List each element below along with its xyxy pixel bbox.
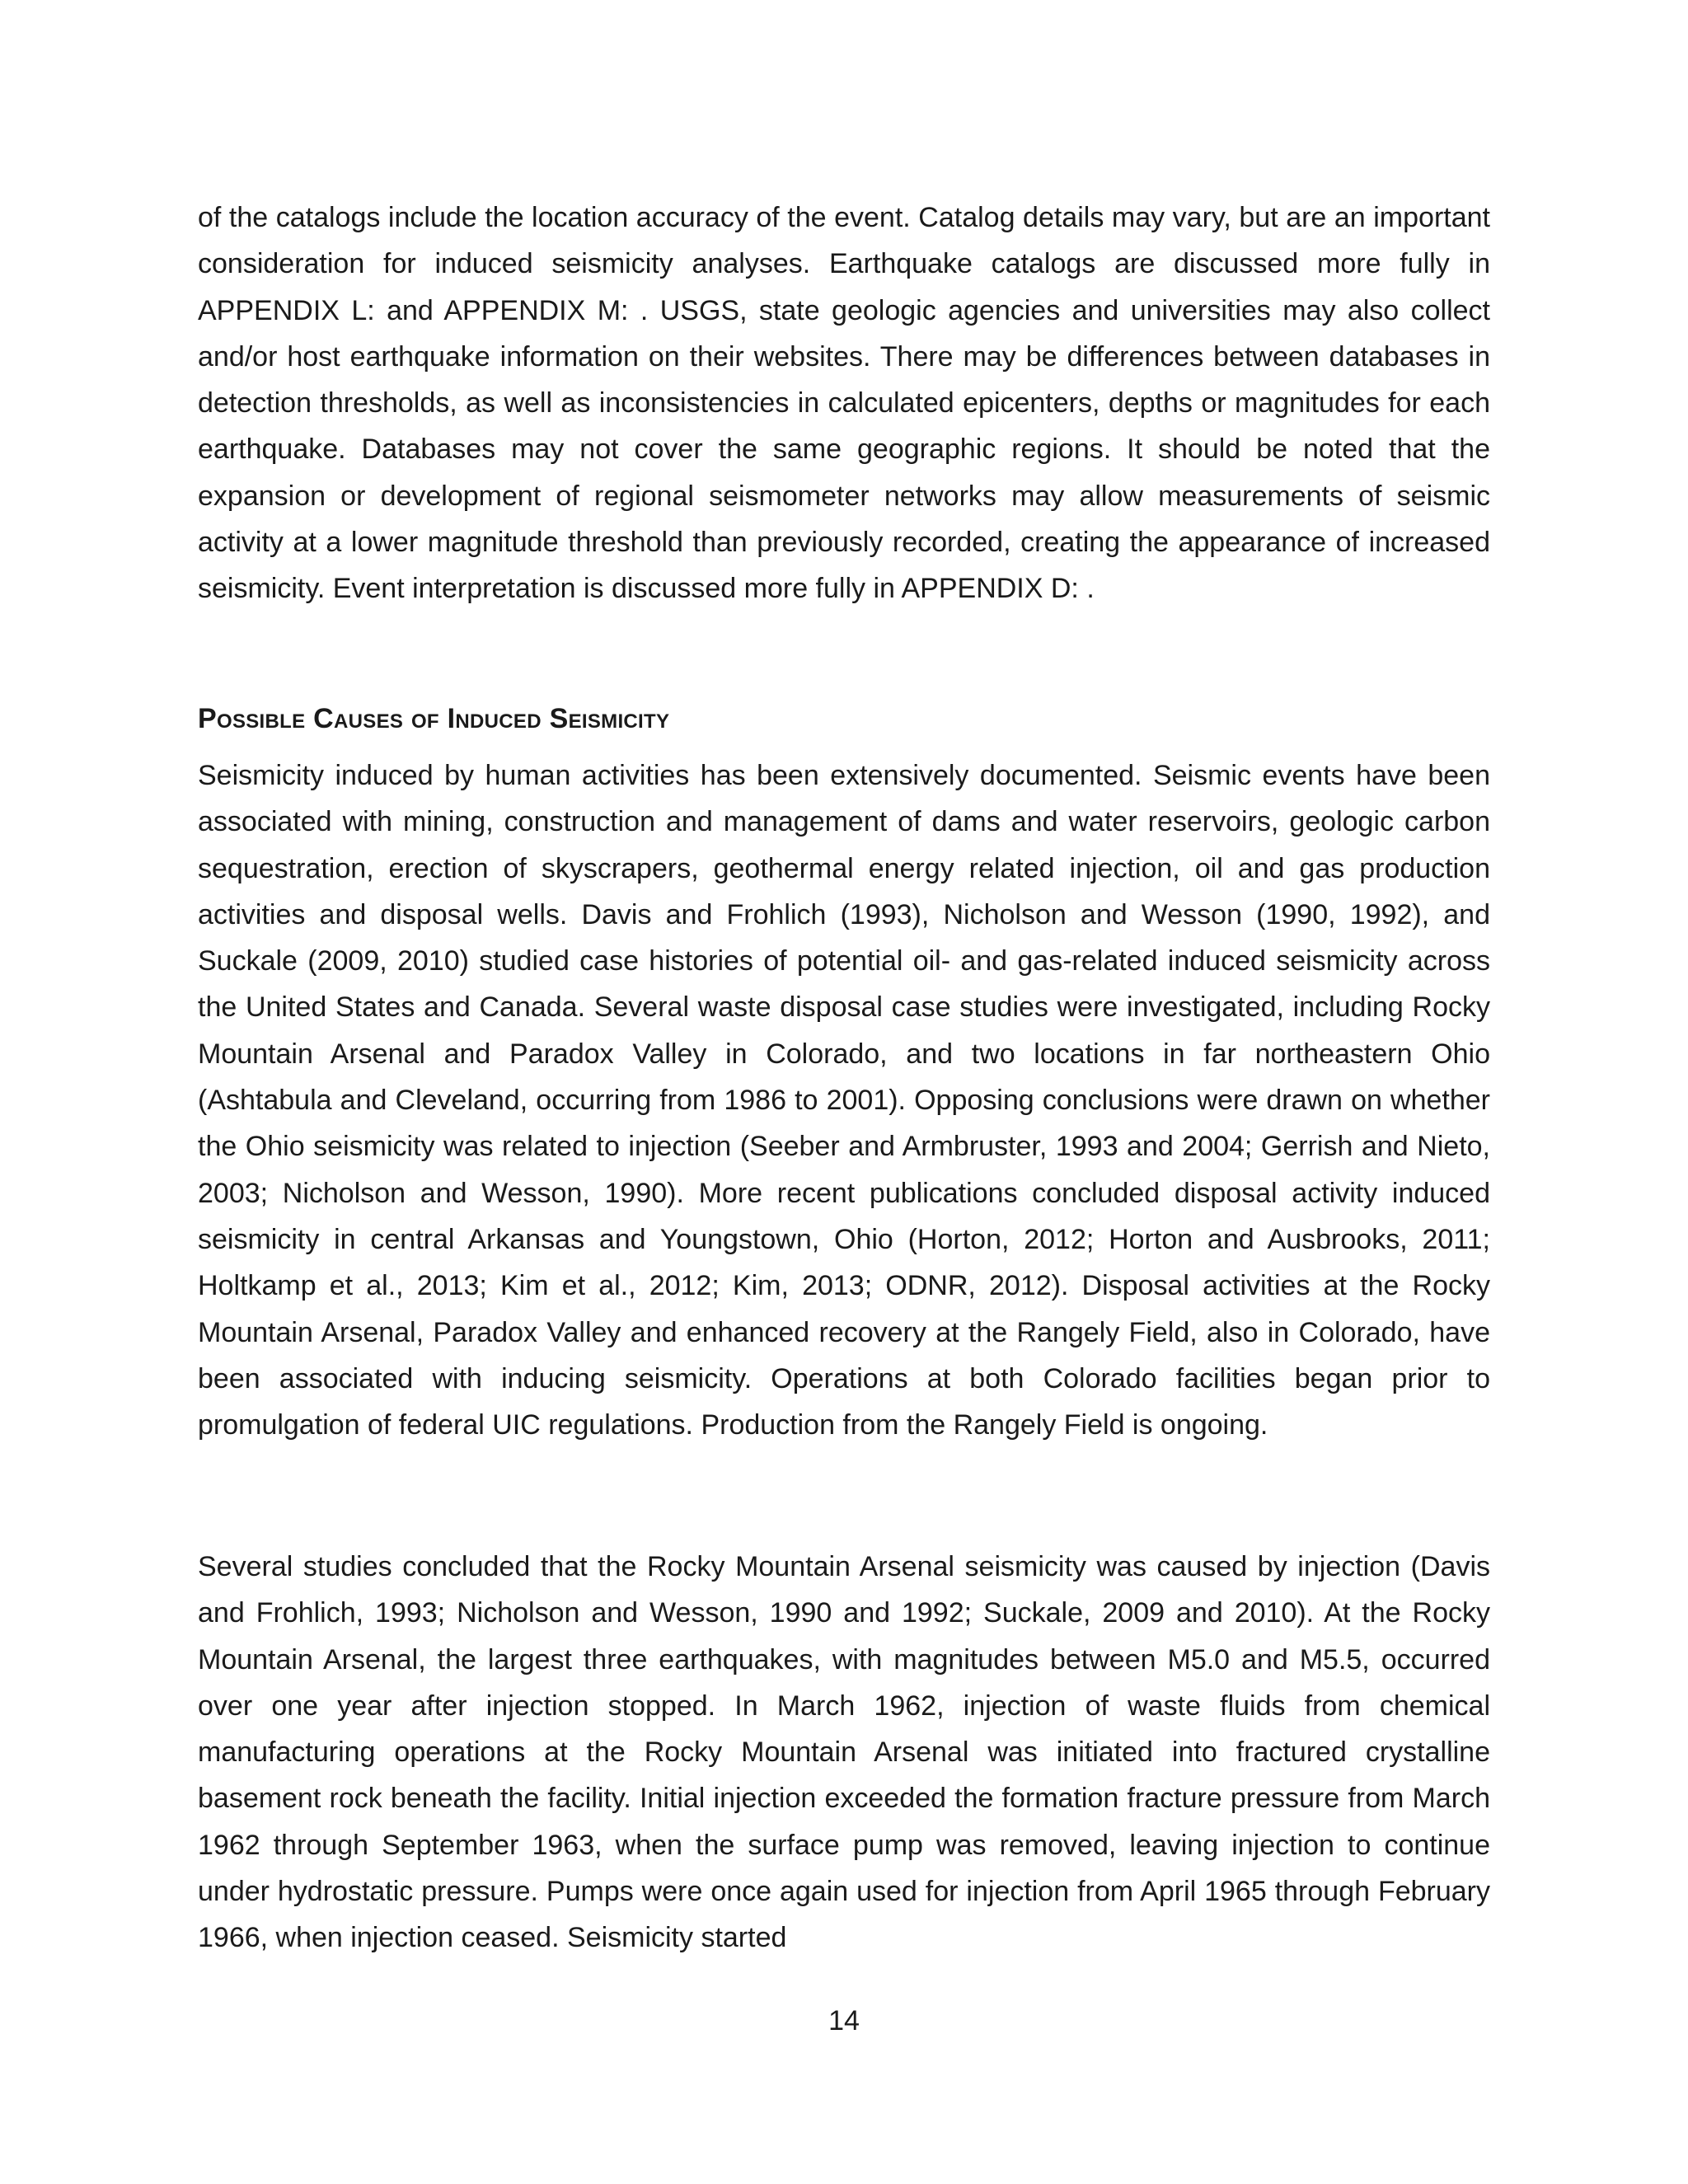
section-heading: Possible Causes of Induced Seismicity — [198, 703, 670, 734]
paragraph-rocky-mountain-arsenal: Several studies concluded that the Rocky Mountain Arsenal seismicity was caused by injection (Davis and Frohlich, 1993; Nicholson and Wesson, 1990 and 1992; Suckale, 2009 and 2010). At the Rocky Mountain Arsenal, the largest three earthquakes, with magnitudes between M5.0 and M5.5, occurred over one year after injection stopped. In March 1962, injection of waste fluids from chemical manufacturing operations at the Rocky Mountain Arsenal was initiated into fractured crystalline basement rock beneath the facility. Initial injection exceeded the formation fracture pressure from March 1962 through September 1963, when the surface pump was removed, leaving injection to continue under hydrostatic pressure. Pumps were once again used for injection from April 1965 through February 1966, when injection ceased. Seismicity started — [198, 1551, 1490, 1954]
page-number: 14 — [828, 2005, 860, 2036]
paragraph-causes: Seismicity induced by human activities has been extensively documented. Seismic events have been associated with mining, construction and management of dams and water reservoirs, geologic carbon sequestration, erection of skyscrapers, geothermal energy related injection, oil and gas production activities and disposal wells. Davis and Frohlich (1993), Nicholson and Wesson (1990, 1992), and Suckale (2009, 2010) studied case histories of potential oil- and gas-related induced seismicity across the United States and Canada. Several waste disposal case studies were investigated, including Rocky Mountain Arsenal and Paradox Valley in Colorado, and two locations in far northeastern Ohio (Ashtabula and Cleveland, occurring from 1986 to 2001). Opposing conclusions were drawn on whether the Ohio seismicity was related to injection (Seeber and Armbruster, 1993 and 2004; Gerrish and Nieto, 2003; Nicholson and Wesson, 1990). More recent publications concluded disposal activity induced seismicity in central Arkansas and Youngstown, Ohio (Horton, 2012; Horton and Ausbrooks, 2011; Holtkamp et al., 2013; Kim et al., 2012; Kim, 2013; ODNR, 2012). Disposal activities at the Rocky Mountain Arsenal, Paradox Valley and enhanced recovery at the Rangely Field, also in Colorado, have been associated with inducing seismicity. Operations at both Colorado facilities began prior to promulgation of federal UIC regulations. Production from the Rangely Field is ongoing. — [198, 760, 1490, 1441]
paragraph-catalogs: of the catalogs include the location accuracy of the event. Catalog details may vary, but are an important consideration for induced seismicity analyses. Earthquake catalogs are discussed more fully in APPENDIX L: and APPENDIX M: . USGS, state geologic agencies and universities may also collect and/or host earthquake information on their websites. There may be differences between databases in detection thresholds, as well as inconsistencies in calculated epicenters, depths or magnitudes for each earthquake. Databases may not cover the same geographic regions. It should be noted that the expansion or development of regional seismometer networks may allow measurements of seismic activity at a lower magnitude threshold than previously recorded, creating the appearance of increased seismicity. Event interpretation is discussed more fully in APPENDIX D: . — [198, 202, 1490, 605]
